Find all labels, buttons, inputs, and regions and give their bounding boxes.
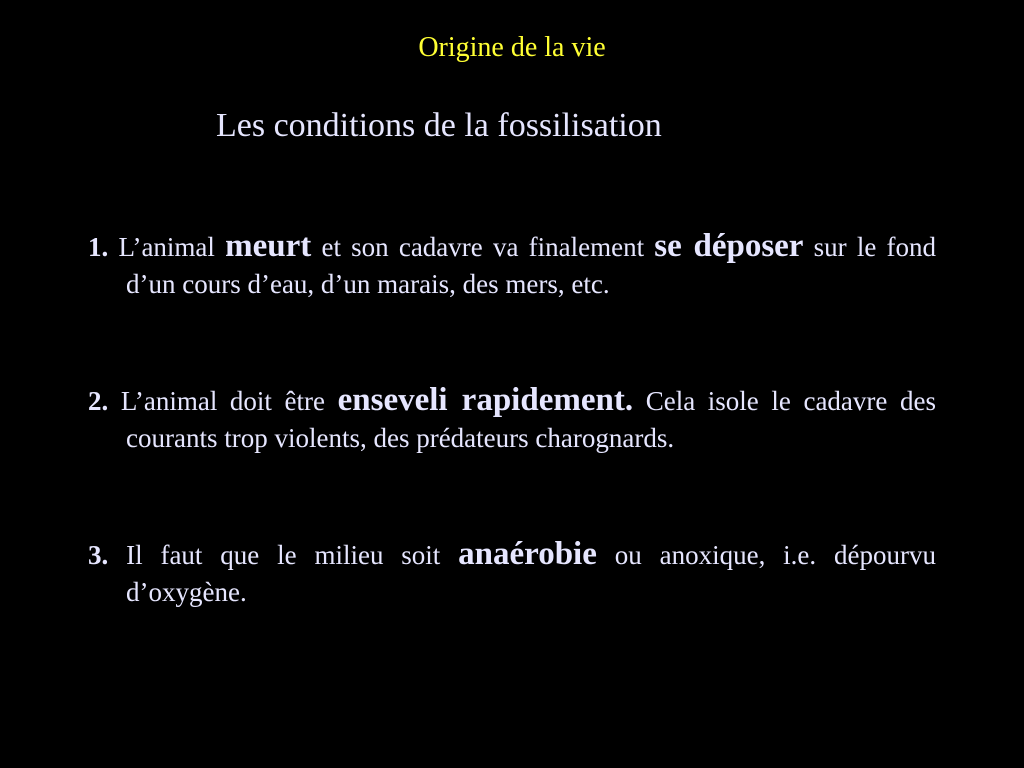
- item-keyword: anaérobie: [458, 536, 597, 572]
- item-keyword: se déposer: [654, 228, 804, 264]
- item-text: ou anoxique, i.e. dépourvu d’oxygène.: [126, 540, 936, 607]
- condition-item-2: [88, 382, 936, 457]
- item-text: Il faut que le milieu soit: [108, 540, 459, 570]
- item-text: Cela isole le cadavre des courants trop violents, des prédateurs charognards.: [126, 386, 936, 453]
- item-text: L’animal doit être: [108, 386, 338, 416]
- item-text: et son cadavre va finalement: [311, 232, 655, 262]
- condition-item-1: [88, 228, 936, 303]
- slide-title: Les conditions de la fossilisation: [216, 107, 662, 144]
- item-text: L’animal: [108, 232, 226, 262]
- item-number: 3.: [88, 540, 109, 570]
- item-text: sur le fond d’un cours d’eau, d’un marais, des mers, etc.: [126, 232, 937, 299]
- item-keyword: meurt: [225, 228, 312, 264]
- item-keyword: enseveli rapidement.: [337, 382, 634, 418]
- item-number: 1.: [88, 232, 109, 262]
- slide-header: Origine de la vie: [418, 32, 606, 63]
- condition-item-3: [88, 536, 936, 611]
- item-number: 2.: [88, 386, 109, 416]
